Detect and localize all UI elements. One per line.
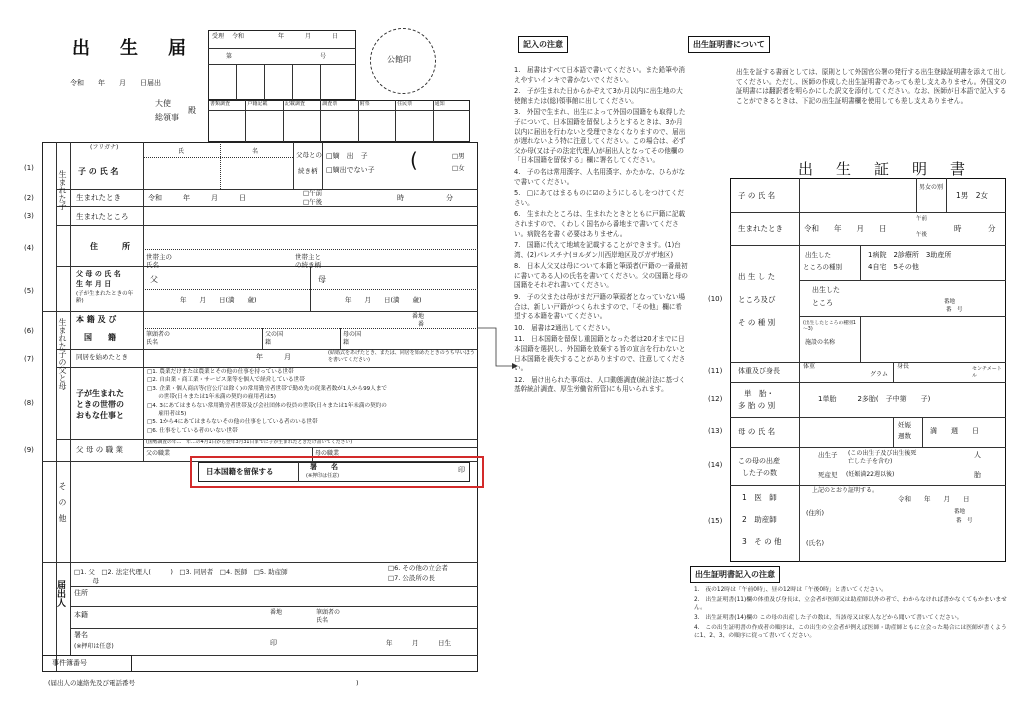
cert-row-12: (12) xyxy=(708,395,723,403)
row-number-2: (2) xyxy=(24,194,34,202)
reception-era: 令和 xyxy=(232,33,245,40)
cert-note-title: 出生証明書について xyxy=(688,36,770,53)
cert-row-11: (11) xyxy=(708,367,723,375)
cert-sex-options[interactable]: 1男 2女 xyxy=(956,191,989,200)
reception-year: 年 xyxy=(278,33,285,40)
notifier-head-name: 筆頭者の氏名 xyxy=(316,609,341,624)
occupation-option-0[interactable]: □1. 農業だけまたは農業とその他の仕事を持っている世帯 xyxy=(147,369,294,375)
note-item-3: 3. 外国で生まれ、出生によって外国の国籍をも取得した子について、日本国籍を留保しようとするときは、3か月以内に届出を行わないと受理できなくなりますので、届出が遅れないよう特に注意してください。この場合は、必ず父か母(又は子の法定代理人)が届出人となってその他欄の「日本国籍を留保する」欄に署名してください。 xyxy=(514,108,686,165)
am-checkbox[interactable]: □午前 xyxy=(303,189,323,197)
cert-place-label-1: 出 生 し た xyxy=(738,272,776,281)
staff-col-2: 記載調査 xyxy=(284,101,305,107)
reception-number: 第 xyxy=(226,53,233,60)
furigana-label: (フリガナ) xyxy=(90,144,119,151)
occupation-label-2: ときの世帯の xyxy=(76,400,124,409)
row-number-9: (9) xyxy=(24,446,34,454)
cert-multi-label-2: 多 胎 の 別 xyxy=(738,401,776,410)
cert-facility-note: (出生したところの種別1～3) xyxy=(803,321,856,332)
female-checkbox[interactable]: □女 xyxy=(452,164,465,172)
address-label: 住 所 xyxy=(90,242,130,251)
note-item-7: 7. 国籍に代えて地域を記載することができます。(1)台湾、(2)パレスチナ(ヨルダン川西岸地区及びガザ地区) xyxy=(514,241,681,259)
minute-label: 分 xyxy=(446,194,453,202)
cert-place-where-1: 出生した xyxy=(812,286,840,294)
honseki-banchi: 番地 xyxy=(412,313,425,320)
row-number-3: (3) xyxy=(24,212,34,220)
cert-attest: 上記のとおり証明する。 xyxy=(812,487,879,494)
note-item-6: 6. 生まれたところは、生まれたときとともに戸籍に記載されますので、くわしく国名から番地まで書いてください。病院名を書く必要はありません。 xyxy=(514,210,686,238)
cert-title: 出 生 証 明 書 xyxy=(798,160,970,178)
cert-row-14: (14) xyxy=(708,461,723,469)
father-job-label: 父の職業 xyxy=(146,450,171,457)
staff-col-4: 附票 xyxy=(359,101,370,107)
cert-preg-2: 週数 xyxy=(898,432,911,440)
mother-job-label: 母の職業 xyxy=(315,450,340,457)
cert-row-13: (13) xyxy=(708,427,723,435)
cert-role-other[interactable]: 3 そ の 他 xyxy=(742,537,782,546)
section-parents-label: 生まれた子の父と母 xyxy=(58,318,67,390)
hour-label: 時 xyxy=(397,194,404,202)
notifier-sign-note: (※押印は任意) xyxy=(74,643,114,650)
cert-multi-options[interactable]: 1単胎 2多胎( 子中第 子) xyxy=(818,395,931,403)
householder-relation-label: 世帯主との続き柄 xyxy=(295,253,321,269)
occupation-option-7[interactable]: □6. 仕事をしている者のいない世帯 xyxy=(147,427,238,434)
cert-born-alive-note: (この出生子及び出生後死亡した子を含む) xyxy=(848,450,917,465)
notifier-options-mother: 母 xyxy=(86,577,99,585)
mother-nationality-label: 母の国籍 xyxy=(343,331,362,346)
notifier-options-line[interactable]: □1. 父 □2. 法定代理人( ) □3. 同居者 □4. 医師 □5. 助産師 xyxy=(74,568,288,576)
contact-footer: (届出人の連絡先及び電話番号 ) xyxy=(48,679,359,687)
staff-col-3: 調査票 xyxy=(322,101,338,107)
cert-signature: (氏名) xyxy=(806,539,825,547)
occupation-option-5[interactable]: 雇用者は5) xyxy=(147,411,187,417)
cert-place-banchi: 番地 xyxy=(944,299,956,305)
note-item-5: 5. □にあてはまるものに☑のようにしるしをつけてください。 xyxy=(514,189,685,207)
honseki-go: 番 xyxy=(418,321,425,328)
father-nationality-label: 父の国籍 xyxy=(265,331,284,346)
reception-label: 受理 xyxy=(212,33,225,40)
parents-name-label: 父 母 の 氏 名 xyxy=(76,270,121,278)
row-number-7: (7) xyxy=(24,355,34,363)
row-number-4: (4) xyxy=(24,244,34,252)
cert-weight-label: 体重及び身長 xyxy=(738,367,780,375)
cert-place-kinds[interactable]: 1病院 2診療所 3助産所 xyxy=(868,251,952,259)
cert-go: 番 号 xyxy=(956,518,973,524)
mother-age-line[interactable]: 年 月 日(満 歳) xyxy=(345,296,422,304)
cert-tai-unit: 胎 xyxy=(974,471,981,479)
occupation-option-6[interactable]: □5. 1から4にあてはまらないその他の仕事をしている者のいる世帯 xyxy=(147,419,318,426)
cert-height-sublabel: 身長 xyxy=(897,363,910,370)
notifier-option-6[interactable]: □6. その他の立会者 xyxy=(388,564,448,572)
cert-gram: グラム xyxy=(870,371,888,378)
row-number-5: (5) xyxy=(24,287,34,295)
pm-checkbox[interactable]: □午後 xyxy=(303,198,323,206)
birth-time-value[interactable]: 令和 年 月 日 xyxy=(148,194,246,202)
reception-box xyxy=(208,30,356,100)
parent-job-label: 父 母 の 職 業 xyxy=(76,445,124,454)
census-note: (国勢調査の年… 年…の4月1日から翌年3月31日までに子が生まれたときだけ書いてください) xyxy=(146,440,353,445)
consulate-seal-label: 公館印 xyxy=(387,55,411,64)
reception-month: 月 xyxy=(305,33,312,40)
note-item-2: 2. 子が生まれた日からかぞえて3か月以内に出生地の大使館または(総)領事館に出してください。 xyxy=(514,87,683,105)
notes-title: 記入の注意 xyxy=(518,36,568,53)
cert-preg-value[interactable]: 満 週 日 xyxy=(930,427,979,435)
legitimate-checkbox[interactable]: □嫡 出 子 xyxy=(326,152,368,160)
cert-child-name-label: 子 の 氏 名 xyxy=(738,191,776,200)
family-name-label: 氏 xyxy=(178,148,185,155)
occupation-option-2[interactable]: □3. 企業・個人商店等(官公庁は除く)の常用勤労者世帯で勤め先の従業者数が1人から99人まで xyxy=(147,385,388,392)
honseki-label: 本 籍 及 び xyxy=(76,315,117,324)
given-name-label: 名 xyxy=(252,148,259,155)
nationality-label: 国 籍 xyxy=(84,333,116,342)
staff-col-0: 書類調査 xyxy=(210,101,231,107)
cert-fill-item-1: 1. 夜の12時は「午前0時」、昼の12時は「午後0時」と書いてください。 xyxy=(694,587,887,593)
section-other-label: そ の 他 xyxy=(58,482,67,522)
cert-mother-label: 母 の 氏 名 xyxy=(738,427,776,436)
cert-place-go: 番 号 xyxy=(946,307,963,313)
note-item-1: 1. 届書はすべて日本語で書いてください。また鉛筆や消えやすいインキで書かないでください。 xyxy=(514,66,686,84)
cert-children-label-2: した子の数 xyxy=(742,469,777,477)
cert-place-kinds-2[interactable]: 4自宅 5その他 xyxy=(868,263,919,271)
parents-birthdate-label: 生 年 月 日 xyxy=(76,280,112,288)
cert-fill-list xyxy=(694,586,1010,642)
male-checkbox[interactable]: □男 xyxy=(452,152,465,160)
notifier-birthdate[interactable]: 年 月 日生 xyxy=(386,639,451,647)
addressee-ambassador: 大使 xyxy=(155,99,171,108)
cert-cm: センチメートル xyxy=(972,366,1002,379)
staff-col-6: 通知 xyxy=(434,101,445,107)
child-name-label: 子 の 氏 名 xyxy=(78,167,119,176)
cert-banchi: 番地 xyxy=(954,509,966,515)
note-item-12: 12. 届け出られた事項は、人口動態調査(統計法に基づく基幹統計調査、厚生労働省所管)にも用いられます。 xyxy=(514,375,686,394)
retain-sign-label: 署 名 xyxy=(310,463,338,471)
retain-nationality-label: 日本国籍を留保する xyxy=(206,467,274,476)
cert-address: (住所) xyxy=(806,509,825,517)
occupation-label-3: おもな仕事と xyxy=(76,411,124,420)
cert-fill-item-4: 4. この出生証明書の作成者の順序は、この出生の立会者が例えば医師・助産師ともに立会った場合には医師が書くように1、2、3、の順序に従って書いてください。 xyxy=(694,625,1007,639)
relation-label-2: 続き柄 xyxy=(298,167,318,175)
cert-stillbirth: 死産児 xyxy=(818,471,838,479)
notifier-option-7[interactable]: □7. 公設所の長 xyxy=(388,574,435,582)
row-number-6: (6) xyxy=(24,327,34,335)
row-number-1: (1) xyxy=(24,164,34,172)
cohabitation-label: 同居を始めたとき xyxy=(76,353,128,361)
notifier-seal-mark: 印 xyxy=(270,639,277,647)
submission-date: 令和 年 月 日届出 xyxy=(70,79,161,87)
cert-attest-date[interactable]: 令和 年 月 日 xyxy=(898,495,970,503)
cert-person-unit: 人 xyxy=(974,451,981,459)
notifier-banchi: 番地 xyxy=(270,609,283,616)
note-item-9: 9. 子の父または母がまだ戸籍の筆頭者となっていない場合は、新しい戸籍がつくられますので、「その他」欄に希望する本籍を書いてください。 xyxy=(514,293,686,321)
cert-sex-label: 男女の別 xyxy=(919,184,944,191)
birth-time-label: 生まれたとき xyxy=(76,193,121,202)
cert-fill-item-3: 3. 出生証明書(14)欄の この母の出産した子の数は、当該母又は家人などから聞いて書いてください。 xyxy=(694,615,963,621)
father-label: 父 xyxy=(150,275,158,284)
cert-role-midwife[interactable]: 2 助産師 xyxy=(742,515,777,524)
cert-place-kind-2: ところの種別 xyxy=(803,263,842,271)
cert-row-10: (10) xyxy=(708,295,723,303)
householder-name-label: 世帯主の氏名 xyxy=(146,253,172,269)
addressee-consul: 総領事 xyxy=(155,113,179,122)
cert-time-label: 生まれたとき xyxy=(738,224,783,233)
cert-fill-item-2: 2. 出生証明書(11)欄の体重及び身長は、立会者が医師又は助産師以外の者で、わからなければ書かなくてもかまいません。 xyxy=(694,597,1007,611)
relation-label-1: 父母との xyxy=(296,151,322,159)
staff-col-1: 戸籍記載 xyxy=(247,101,268,107)
birth-registration-form xyxy=(0,0,492,719)
notifier-address-label: 住所 xyxy=(74,589,88,597)
bracket-open: ( xyxy=(410,148,418,172)
cert-preg-1: 妊娠 xyxy=(898,421,911,429)
cert-facility-label: 施設の名称 xyxy=(805,339,836,346)
occupation-option-3[interactable]: の世帯(日々または1年未満の契約の雇用者は5) xyxy=(147,394,276,401)
note-item-10: 10. 届書は2通出してください。 xyxy=(514,323,615,332)
cohabitation-note: (結婚式をあげたとき、または、同居を始めたときのうち早いほうを書いてください) xyxy=(328,350,475,363)
note-item-8: 8. 日本人父又は母について本籍と筆頭者(戸籍の一番最初に書いてある人)の氏名を書いてください。父の国籍と母の国籍をそれぞれ書いてください。 xyxy=(514,262,689,290)
notifier-sign-label: 署名 xyxy=(74,631,88,639)
staff-col-5: 住民票 xyxy=(397,101,413,107)
retain-sign-note: (※押印は任意) xyxy=(306,473,340,479)
retain-seal-mark: 印 xyxy=(458,466,465,474)
cert-time-value[interactable]: 令和 年 月 日 xyxy=(804,224,887,233)
cert-stillbirth-note: (妊娠満22週以後) xyxy=(846,471,895,478)
cert-place-label-2: ところ及び xyxy=(738,295,776,304)
cert-born-alive: 出生子 xyxy=(818,451,838,459)
cert-pm[interactable]: 午後 xyxy=(916,232,928,238)
cert-minute: 分 xyxy=(988,224,996,233)
head-name-label: 筆頭者の氏名 xyxy=(146,331,171,346)
mother-label: 母 xyxy=(318,275,326,284)
notes-list xyxy=(514,66,688,397)
father-age-line[interactable]: 年 月 日(満 歳) xyxy=(180,296,257,304)
addressee-suffix: 殿 xyxy=(188,106,196,115)
cert-place-label-3: そ の 種 別 xyxy=(738,318,776,327)
note-item-11: 11. 日本国籍を留保し重国籍となった者は20才までに日本国籍を選択し、外国籍を放棄する旨の宣言を行わないと日本国籍を喪失することがありますので、注意してください。 xyxy=(514,335,686,373)
case-number-label: 事件簿番号 xyxy=(52,659,87,667)
arrow-connector xyxy=(478,326,518,370)
cert-row-15: (15) xyxy=(708,517,723,525)
cert-fill-title: 出生証明書記入の注意 xyxy=(690,566,780,583)
cert-am[interactable]: 午前 xyxy=(916,216,928,222)
reception-go: 号 xyxy=(320,53,327,60)
occupation-option-1[interactable]: □2. 自由業・商工業・サービス業等を個人で経営している世帯 xyxy=(147,377,305,384)
cohabitation-value[interactable]: 年 月 xyxy=(256,353,291,361)
occupation-label-1: 子が生まれた xyxy=(76,389,124,398)
cert-multi-label-1: 単 胎・ xyxy=(744,389,774,398)
cert-place-where-2: ところ xyxy=(812,299,833,307)
parents-age-note: (子が生まれたときの年齢) xyxy=(76,291,134,304)
cert-weight-sublabel: 体重 xyxy=(803,363,816,370)
cert-hour: 時 xyxy=(954,224,962,233)
cert-note-body: 出生を証する書面としては、原則として外国官公署の発行する出生登録証明書を添えて出してください。ただし、医師の作成した出生証明書であっても差し支えありません。外国文の証明書には翻訳者を明らかにした訳文を添付してください。なお、医師が日本語で記入することができるときは、下記の出生証明書欄を使用しても差し支えありません。 xyxy=(736,68,1007,105)
reception-day: 日 xyxy=(332,33,339,40)
cert-role-doctor[interactable]: 1 医 師 xyxy=(742,493,777,502)
cert-children-label-1: この母の出産 xyxy=(738,457,780,465)
illegitimate-checkbox[interactable]: □嫡出でない子 xyxy=(326,166,375,174)
occupation-option-4[interactable]: □4. 3にあてはまらない常用勤労者世帯及び会社団体の役員の世帯(日々または1年未満の契約の xyxy=(147,402,387,409)
notifier-honseki-label: 本籍 xyxy=(74,611,88,619)
section-child-label: 生まれた子 xyxy=(58,170,67,210)
row-number-8: (8) xyxy=(24,399,34,407)
section-notifier-label: 届出人 xyxy=(55,580,65,607)
note-item-4: 4. 子の名は常用漢字、人名用漢字、かたかな、ひらがなで書いてください。 xyxy=(514,167,686,186)
cert-place-kind-1: 出生した xyxy=(805,251,831,259)
birth-place-label: 生まれたところ xyxy=(76,212,129,221)
form-title: 出 生 届 xyxy=(72,38,192,59)
